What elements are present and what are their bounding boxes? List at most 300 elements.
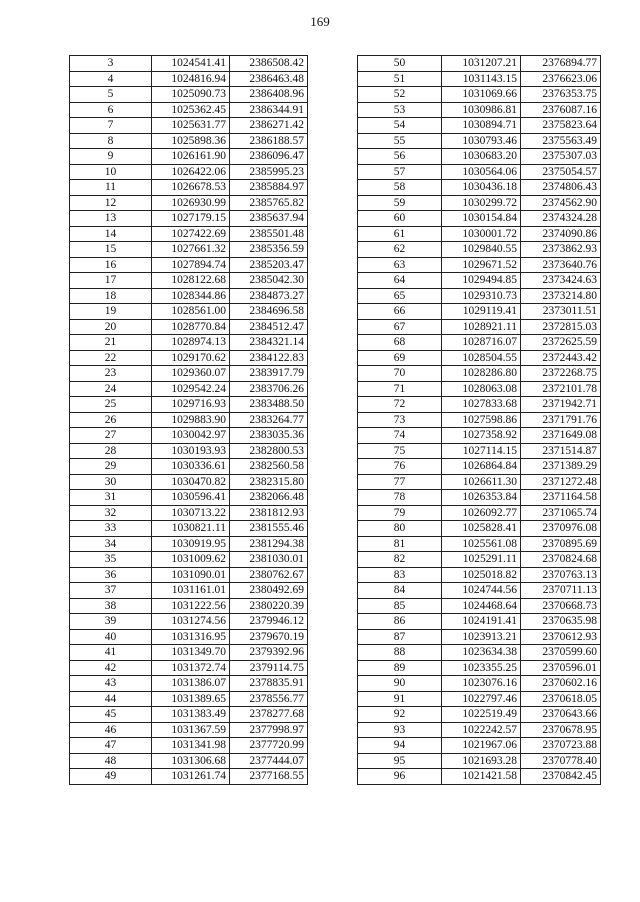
y-coordinate-cell: 2371164.58: [521, 490, 601, 506]
point-number-cell: 53: [358, 102, 442, 118]
point-number-cell: 55: [358, 133, 442, 149]
table-row: [358, 707, 601, 723]
y-coordinate-cell: 2371272.48: [521, 474, 601, 490]
y-coordinate-cell: 2381555.46: [230, 521, 308, 537]
table-row: [70, 366, 308, 382]
table-row: [358, 226, 601, 242]
x-coordinate-cell: 1031349.70: [152, 645, 230, 661]
page-number: 169: [310, 14, 330, 29]
x-coordinate-cell: 1027833.68: [442, 397, 521, 413]
x-coordinate-cell: 1028561.00: [152, 304, 230, 320]
x-coordinate-cell: 1031090.01: [152, 567, 230, 583]
point-number-cell: 63: [358, 257, 442, 273]
table-row: [358, 629, 601, 645]
point-number-cell: 33: [70, 521, 152, 537]
x-coordinate-cell: 1029671.52: [442, 257, 521, 273]
x-coordinate-cell: 1022797.46: [442, 691, 521, 707]
y-coordinate-cell: 2370895.69: [521, 536, 601, 552]
point-number-cell: 28: [70, 443, 152, 459]
point-number-cell: 15: [70, 242, 152, 258]
x-coordinate-cell: 1023634.38: [442, 645, 521, 661]
x-coordinate-cell: 1026930.99: [152, 195, 230, 211]
point-number-cell: 81: [358, 536, 442, 552]
y-coordinate-cell: 2377444.07: [230, 753, 308, 769]
y-coordinate-cell: 2380492.69: [230, 583, 308, 599]
y-coordinate-cell: 2371514.87: [521, 443, 601, 459]
table-row: [358, 71, 601, 87]
point-number-cell: 9: [70, 149, 152, 165]
point-number-cell: 69: [358, 350, 442, 366]
y-coordinate-cell: 2371649.08: [521, 428, 601, 444]
x-coordinate-cell: 1031207.21: [442, 56, 521, 72]
point-number-cell: 66: [358, 304, 442, 320]
x-coordinate-cell: 1028716.07: [442, 335, 521, 351]
point-number-cell: 58: [358, 180, 442, 196]
table-row: [358, 691, 601, 707]
y-coordinate-cell: 2386408.96: [230, 87, 308, 103]
y-coordinate-cell: 2385884.97: [230, 180, 308, 196]
y-coordinate-cell: 2377168.55: [230, 769, 308, 785]
table-row: [70, 133, 308, 149]
y-coordinate-cell: 2381030.01: [230, 552, 308, 568]
table-row: [70, 490, 308, 506]
point-number-cell: 62: [358, 242, 442, 258]
x-coordinate-cell: 1030193.93: [152, 443, 230, 459]
x-coordinate-cell: 1025291.11: [442, 552, 521, 568]
x-coordinate-cell: 1030894.71: [442, 118, 521, 134]
table-row: [358, 397, 601, 413]
point-number-cell: 90: [358, 676, 442, 692]
table-row: [70, 180, 308, 196]
y-coordinate-cell: 2376353.75: [521, 87, 601, 103]
point-number-cell: 57: [358, 164, 442, 180]
y-coordinate-cell: 2382066.48: [230, 490, 308, 506]
y-coordinate-cell: 2385356.59: [230, 242, 308, 258]
point-number-cell: 24: [70, 381, 152, 397]
x-coordinate-cell: 1027661.32: [152, 242, 230, 258]
y-coordinate-cell: 2370723.88: [521, 738, 601, 754]
point-number-cell: 38: [70, 598, 152, 614]
point-number-cell: 3: [70, 56, 152, 72]
point-number-cell: 37: [70, 583, 152, 599]
x-coordinate-cell: 1030986.81: [442, 102, 521, 118]
table-row: [358, 676, 601, 692]
table-row: [70, 335, 308, 351]
x-coordinate-cell: 1025362.45: [152, 102, 230, 118]
x-coordinate-cell: 1030042.97: [152, 428, 230, 444]
x-coordinate-cell: 1027894.74: [152, 257, 230, 273]
y-coordinate-cell: 2370976.08: [521, 521, 601, 537]
x-coordinate-cell: 1030821.11: [152, 521, 230, 537]
point-number-cell: 31: [70, 490, 152, 506]
y-coordinate-cell: 2375823.64: [521, 118, 601, 134]
y-coordinate-cell: 2377720.99: [230, 738, 308, 754]
x-coordinate-cell: 1028504.55: [442, 350, 521, 366]
point-number-cell: 40: [70, 629, 152, 645]
y-coordinate-cell: 2383264.77: [230, 412, 308, 428]
point-number-cell: 75: [358, 443, 442, 459]
y-coordinate-cell: 2370711.13: [521, 583, 601, 599]
y-coordinate-cell: 2370842.45: [521, 769, 601, 785]
y-coordinate-cell: 2384321.14: [230, 335, 308, 351]
table-row: [358, 753, 601, 769]
point-number-cell: 89: [358, 660, 442, 676]
y-coordinate-cell: 2380762.67: [230, 567, 308, 583]
x-coordinate-cell: 1024744.56: [442, 583, 521, 599]
x-coordinate-cell: 1031341.98: [152, 738, 230, 754]
y-coordinate-cell: 2370763.13: [521, 567, 601, 583]
y-coordinate-cell: 2371389.29: [521, 459, 601, 475]
table-row: [358, 567, 601, 583]
table-row: [70, 381, 308, 397]
table-row: [70, 614, 308, 630]
table-row: [70, 598, 308, 614]
table-row: [70, 211, 308, 227]
y-coordinate-cell: 2386344.91: [230, 102, 308, 118]
y-coordinate-cell: 2384873.27: [230, 288, 308, 304]
table-row: [70, 397, 308, 413]
point-number-cell: 83: [358, 567, 442, 583]
x-coordinate-cell: 1028286.80: [442, 366, 521, 382]
point-number-cell: 44: [70, 691, 152, 707]
table-row: [358, 614, 601, 630]
y-coordinate-cell: 2382800.53: [230, 443, 308, 459]
x-coordinate-cell: 1031367.59: [152, 722, 230, 738]
table-row: [358, 738, 601, 754]
point-number-cell: 14: [70, 226, 152, 242]
y-coordinate-cell: 2373862.93: [521, 242, 601, 258]
y-coordinate-cell: 2370778.40: [521, 753, 601, 769]
x-coordinate-cell: 1029170.62: [152, 350, 230, 366]
point-number-cell: 22: [70, 350, 152, 366]
x-coordinate-cell: 1030336.61: [152, 459, 230, 475]
point-number-cell: 11: [70, 180, 152, 196]
x-coordinate-cell: 1031372.74: [152, 660, 230, 676]
table-row: [358, 56, 601, 72]
x-coordinate-cell: 1026353.84: [442, 490, 521, 506]
point-number-cell: 74: [358, 428, 442, 444]
table-row: [358, 118, 601, 134]
point-number-cell: 59: [358, 195, 442, 211]
point-number-cell: 70: [358, 366, 442, 382]
y-coordinate-cell: 2379670.19: [230, 629, 308, 645]
point-number-cell: 84: [358, 583, 442, 599]
coordinate-table-right: [357, 55, 601, 785]
y-coordinate-cell: 2386096.47: [230, 149, 308, 165]
y-coordinate-cell: 2372815.03: [521, 319, 601, 335]
point-number-cell: 65: [358, 288, 442, 304]
x-coordinate-cell: 1031261.74: [152, 769, 230, 785]
x-coordinate-cell: 1026161.90: [152, 149, 230, 165]
table-row: [358, 149, 601, 165]
x-coordinate-cell: 1025898.36: [152, 133, 230, 149]
y-coordinate-cell: 2371065.74: [521, 505, 601, 521]
x-coordinate-cell: 1031389.65: [152, 691, 230, 707]
x-coordinate-cell: 1028063.08: [442, 381, 521, 397]
point-number-cell: 82: [358, 552, 442, 568]
table-row: [358, 412, 601, 428]
table-row: [358, 536, 601, 552]
point-number-cell: 20: [70, 319, 152, 335]
table-row: [358, 598, 601, 614]
table-row: [70, 87, 308, 103]
x-coordinate-cell: 1030299.72: [442, 195, 521, 211]
y-coordinate-cell: 2386271.42: [230, 118, 308, 134]
x-coordinate-cell: 1023076.16: [442, 676, 521, 692]
x-coordinate-cell: 1022242.57: [442, 722, 521, 738]
table-row: [70, 474, 308, 490]
y-coordinate-cell: 2375054.57: [521, 164, 601, 180]
table-row: [358, 350, 601, 366]
y-coordinate-cell: 2385637.94: [230, 211, 308, 227]
table-row: [358, 769, 601, 785]
y-coordinate-cell: 2378277.68: [230, 707, 308, 723]
table-row: [358, 133, 601, 149]
point-number-cell: 91: [358, 691, 442, 707]
table-row: [358, 583, 601, 599]
point-number-cell: 93: [358, 722, 442, 738]
point-number-cell: 48: [70, 753, 152, 769]
table-row: [70, 412, 308, 428]
x-coordinate-cell: 1031009.62: [152, 552, 230, 568]
point-number-cell: 67: [358, 319, 442, 335]
x-coordinate-cell: 1026422.06: [152, 164, 230, 180]
x-coordinate-cell: 1030154.84: [442, 211, 521, 227]
table-row: [358, 366, 601, 382]
y-coordinate-cell: 2370612.93: [521, 629, 601, 645]
y-coordinate-cell: 2370596.01: [521, 660, 601, 676]
table-row: [70, 304, 308, 320]
x-coordinate-cell: 1025090.73: [152, 87, 230, 103]
point-number-cell: 27: [70, 428, 152, 444]
table-row: [70, 443, 308, 459]
point-number-cell: 71: [358, 381, 442, 397]
y-coordinate-cell: 2380220.39: [230, 598, 308, 614]
table-row: [70, 536, 308, 552]
coordinate-table-left: [69, 55, 308, 785]
y-coordinate-cell: 2374324.28: [521, 211, 601, 227]
point-number-cell: 17: [70, 273, 152, 289]
table-row: [70, 164, 308, 180]
table-row: [70, 149, 308, 165]
y-coordinate-cell: 2379392.96: [230, 645, 308, 661]
table-row: [70, 552, 308, 568]
x-coordinate-cell: 1030470.82: [152, 474, 230, 490]
point-number-cell: 32: [70, 505, 152, 521]
point-number-cell: 61: [358, 226, 442, 242]
point-number-cell: 6: [70, 102, 152, 118]
y-coordinate-cell: 2381294.38: [230, 536, 308, 552]
y-coordinate-cell: 2384696.58: [230, 304, 308, 320]
y-coordinate-cell: 2375307.03: [521, 149, 601, 165]
table-row: [358, 428, 601, 444]
x-coordinate-cell: 1031316.95: [152, 629, 230, 645]
x-coordinate-cell: 1024816.94: [152, 71, 230, 87]
table-row: [70, 505, 308, 521]
point-number-cell: 77: [358, 474, 442, 490]
y-coordinate-cell: 2376894.77: [521, 56, 601, 72]
table-row: [358, 443, 601, 459]
table-row: [358, 521, 601, 537]
y-coordinate-cell: 2384122.83: [230, 350, 308, 366]
point-number-cell: 23: [70, 366, 152, 382]
table-row: [358, 304, 601, 320]
y-coordinate-cell: 2383035.36: [230, 428, 308, 444]
y-coordinate-cell: 2382560.58: [230, 459, 308, 475]
x-coordinate-cell: 1022519.49: [442, 707, 521, 723]
point-number-cell: 92: [358, 707, 442, 723]
x-coordinate-cell: 1029360.07: [152, 366, 230, 382]
table-row: [70, 71, 308, 87]
table-row: [70, 753, 308, 769]
x-coordinate-cell: 1029840.55: [442, 242, 521, 258]
point-number-cell: 34: [70, 536, 152, 552]
x-coordinate-cell: 1030919.95: [152, 536, 230, 552]
point-number-cell: 18: [70, 288, 152, 304]
x-coordinate-cell: 1030564.06: [442, 164, 521, 180]
x-coordinate-cell: 1025828.41: [442, 521, 521, 537]
y-coordinate-cell: 2370643.66: [521, 707, 601, 723]
table-row: [358, 319, 601, 335]
table-row: [70, 350, 308, 366]
point-number-cell: 42: [70, 660, 152, 676]
y-coordinate-cell: 2372268.75: [521, 366, 601, 382]
table-row: [70, 629, 308, 645]
point-number-cell: 78: [358, 490, 442, 506]
point-number-cell: 13: [70, 211, 152, 227]
y-coordinate-cell: 2384512.47: [230, 319, 308, 335]
point-number-cell: 39: [70, 614, 152, 630]
point-number-cell: 41: [70, 645, 152, 661]
point-number-cell: 56: [358, 149, 442, 165]
x-coordinate-cell: 1027179.15: [152, 211, 230, 227]
x-coordinate-cell: 1030596.41: [152, 490, 230, 506]
x-coordinate-cell: 1031386.07: [152, 676, 230, 692]
table-row: [70, 242, 308, 258]
y-coordinate-cell: 2385995.23: [230, 164, 308, 180]
x-coordinate-cell: 1029310.73: [442, 288, 521, 304]
y-coordinate-cell: 2379946.12: [230, 614, 308, 630]
point-number-cell: 50: [358, 56, 442, 72]
x-coordinate-cell: 1024541.41: [152, 56, 230, 72]
x-coordinate-cell: 1030683.20: [442, 149, 521, 165]
point-number-cell: 21: [70, 335, 152, 351]
x-coordinate-cell: 1030001.72: [442, 226, 521, 242]
point-number-cell: 49: [70, 769, 152, 785]
y-coordinate-cell: 2370618.05: [521, 691, 601, 707]
y-coordinate-cell: 2372625.59: [521, 335, 601, 351]
x-coordinate-cell: 1025561.08: [442, 536, 521, 552]
x-coordinate-cell: 1021421.58: [442, 769, 521, 785]
y-coordinate-cell: 2372101.78: [521, 381, 601, 397]
table-row: [70, 676, 308, 692]
y-coordinate-cell: 2370668.73: [521, 598, 601, 614]
table-row: [70, 118, 308, 134]
point-number-cell: 94: [358, 738, 442, 754]
point-number-cell: 46: [70, 722, 152, 738]
point-number-cell: 76: [358, 459, 442, 475]
x-coordinate-cell: 1028974.13: [152, 335, 230, 351]
x-coordinate-cell: 1030713.22: [152, 505, 230, 521]
y-coordinate-cell: 2379114.75: [230, 660, 308, 676]
table-row: [358, 180, 601, 196]
table-row: [70, 257, 308, 273]
table-row: [358, 505, 601, 521]
point-number-cell: 80: [358, 521, 442, 537]
point-number-cell: 51: [358, 71, 442, 87]
y-coordinate-cell: 2373424.63: [521, 273, 601, 289]
table-row: [358, 102, 601, 118]
y-coordinate-cell: 2386508.42: [230, 56, 308, 72]
x-coordinate-cell: 1029119.41: [442, 304, 521, 320]
table-row: [358, 645, 601, 661]
table-row: [358, 273, 601, 289]
x-coordinate-cell: 1026092.77: [442, 505, 521, 521]
x-coordinate-cell: 1031222.56: [152, 598, 230, 614]
x-coordinate-cell: 1025018.82: [442, 567, 521, 583]
x-coordinate-cell: 1031069.66: [442, 87, 521, 103]
x-coordinate-cell: 1031306.68: [152, 753, 230, 769]
point-number-cell: 47: [70, 738, 152, 754]
y-coordinate-cell: 2370635.98: [521, 614, 601, 630]
x-coordinate-cell: 1028770.84: [152, 319, 230, 335]
y-coordinate-cell: 2370602.16: [521, 676, 601, 692]
x-coordinate-cell: 1029542.24: [152, 381, 230, 397]
point-number-cell: 73: [358, 412, 442, 428]
x-coordinate-cell: 1029716.93: [152, 397, 230, 413]
table-row: [70, 707, 308, 723]
x-coordinate-cell: 1027358.92: [442, 428, 521, 444]
x-coordinate-cell: 1027598.86: [442, 412, 521, 428]
table-row: [358, 552, 601, 568]
x-coordinate-cell: 1024468.64: [442, 598, 521, 614]
table-row: [70, 769, 308, 785]
x-coordinate-cell: 1031161.01: [152, 583, 230, 599]
y-coordinate-cell: 2376087.16: [521, 102, 601, 118]
x-coordinate-cell: 1023913.21: [442, 629, 521, 645]
point-number-cell: 26: [70, 412, 152, 428]
point-number-cell: 54: [358, 118, 442, 134]
y-coordinate-cell: 2370599.60: [521, 645, 601, 661]
table-row: [70, 521, 308, 537]
point-number-cell: 60: [358, 211, 442, 227]
y-coordinate-cell: 2378835.91: [230, 676, 308, 692]
point-number-cell: 64: [358, 273, 442, 289]
point-number-cell: 87: [358, 629, 442, 645]
table-row: [70, 722, 308, 738]
y-coordinate-cell: 2373640.76: [521, 257, 601, 273]
point-number-cell: 16: [70, 257, 152, 273]
point-number-cell: 45: [70, 707, 152, 723]
table-row: [358, 87, 601, 103]
y-coordinate-cell: 2372443.42: [521, 350, 601, 366]
y-coordinate-cell: 2373011.51: [521, 304, 601, 320]
y-coordinate-cell: 2381812.93: [230, 505, 308, 521]
table-row: [70, 645, 308, 661]
table-row: [358, 474, 601, 490]
x-coordinate-cell: 1021967.06: [442, 738, 521, 754]
point-number-cell: 30: [70, 474, 152, 490]
point-number-cell: 88: [358, 645, 442, 661]
x-coordinate-cell: 1031143.15: [442, 71, 521, 87]
y-coordinate-cell: 2386463.48: [230, 71, 308, 87]
y-coordinate-cell: 2376623.06: [521, 71, 601, 87]
y-coordinate-cell: 2385765.82: [230, 195, 308, 211]
point-number-cell: 52: [358, 87, 442, 103]
point-number-cell: 72: [358, 397, 442, 413]
x-coordinate-cell: 1028122.68: [152, 273, 230, 289]
x-coordinate-cell: 1030436.18: [442, 180, 521, 196]
